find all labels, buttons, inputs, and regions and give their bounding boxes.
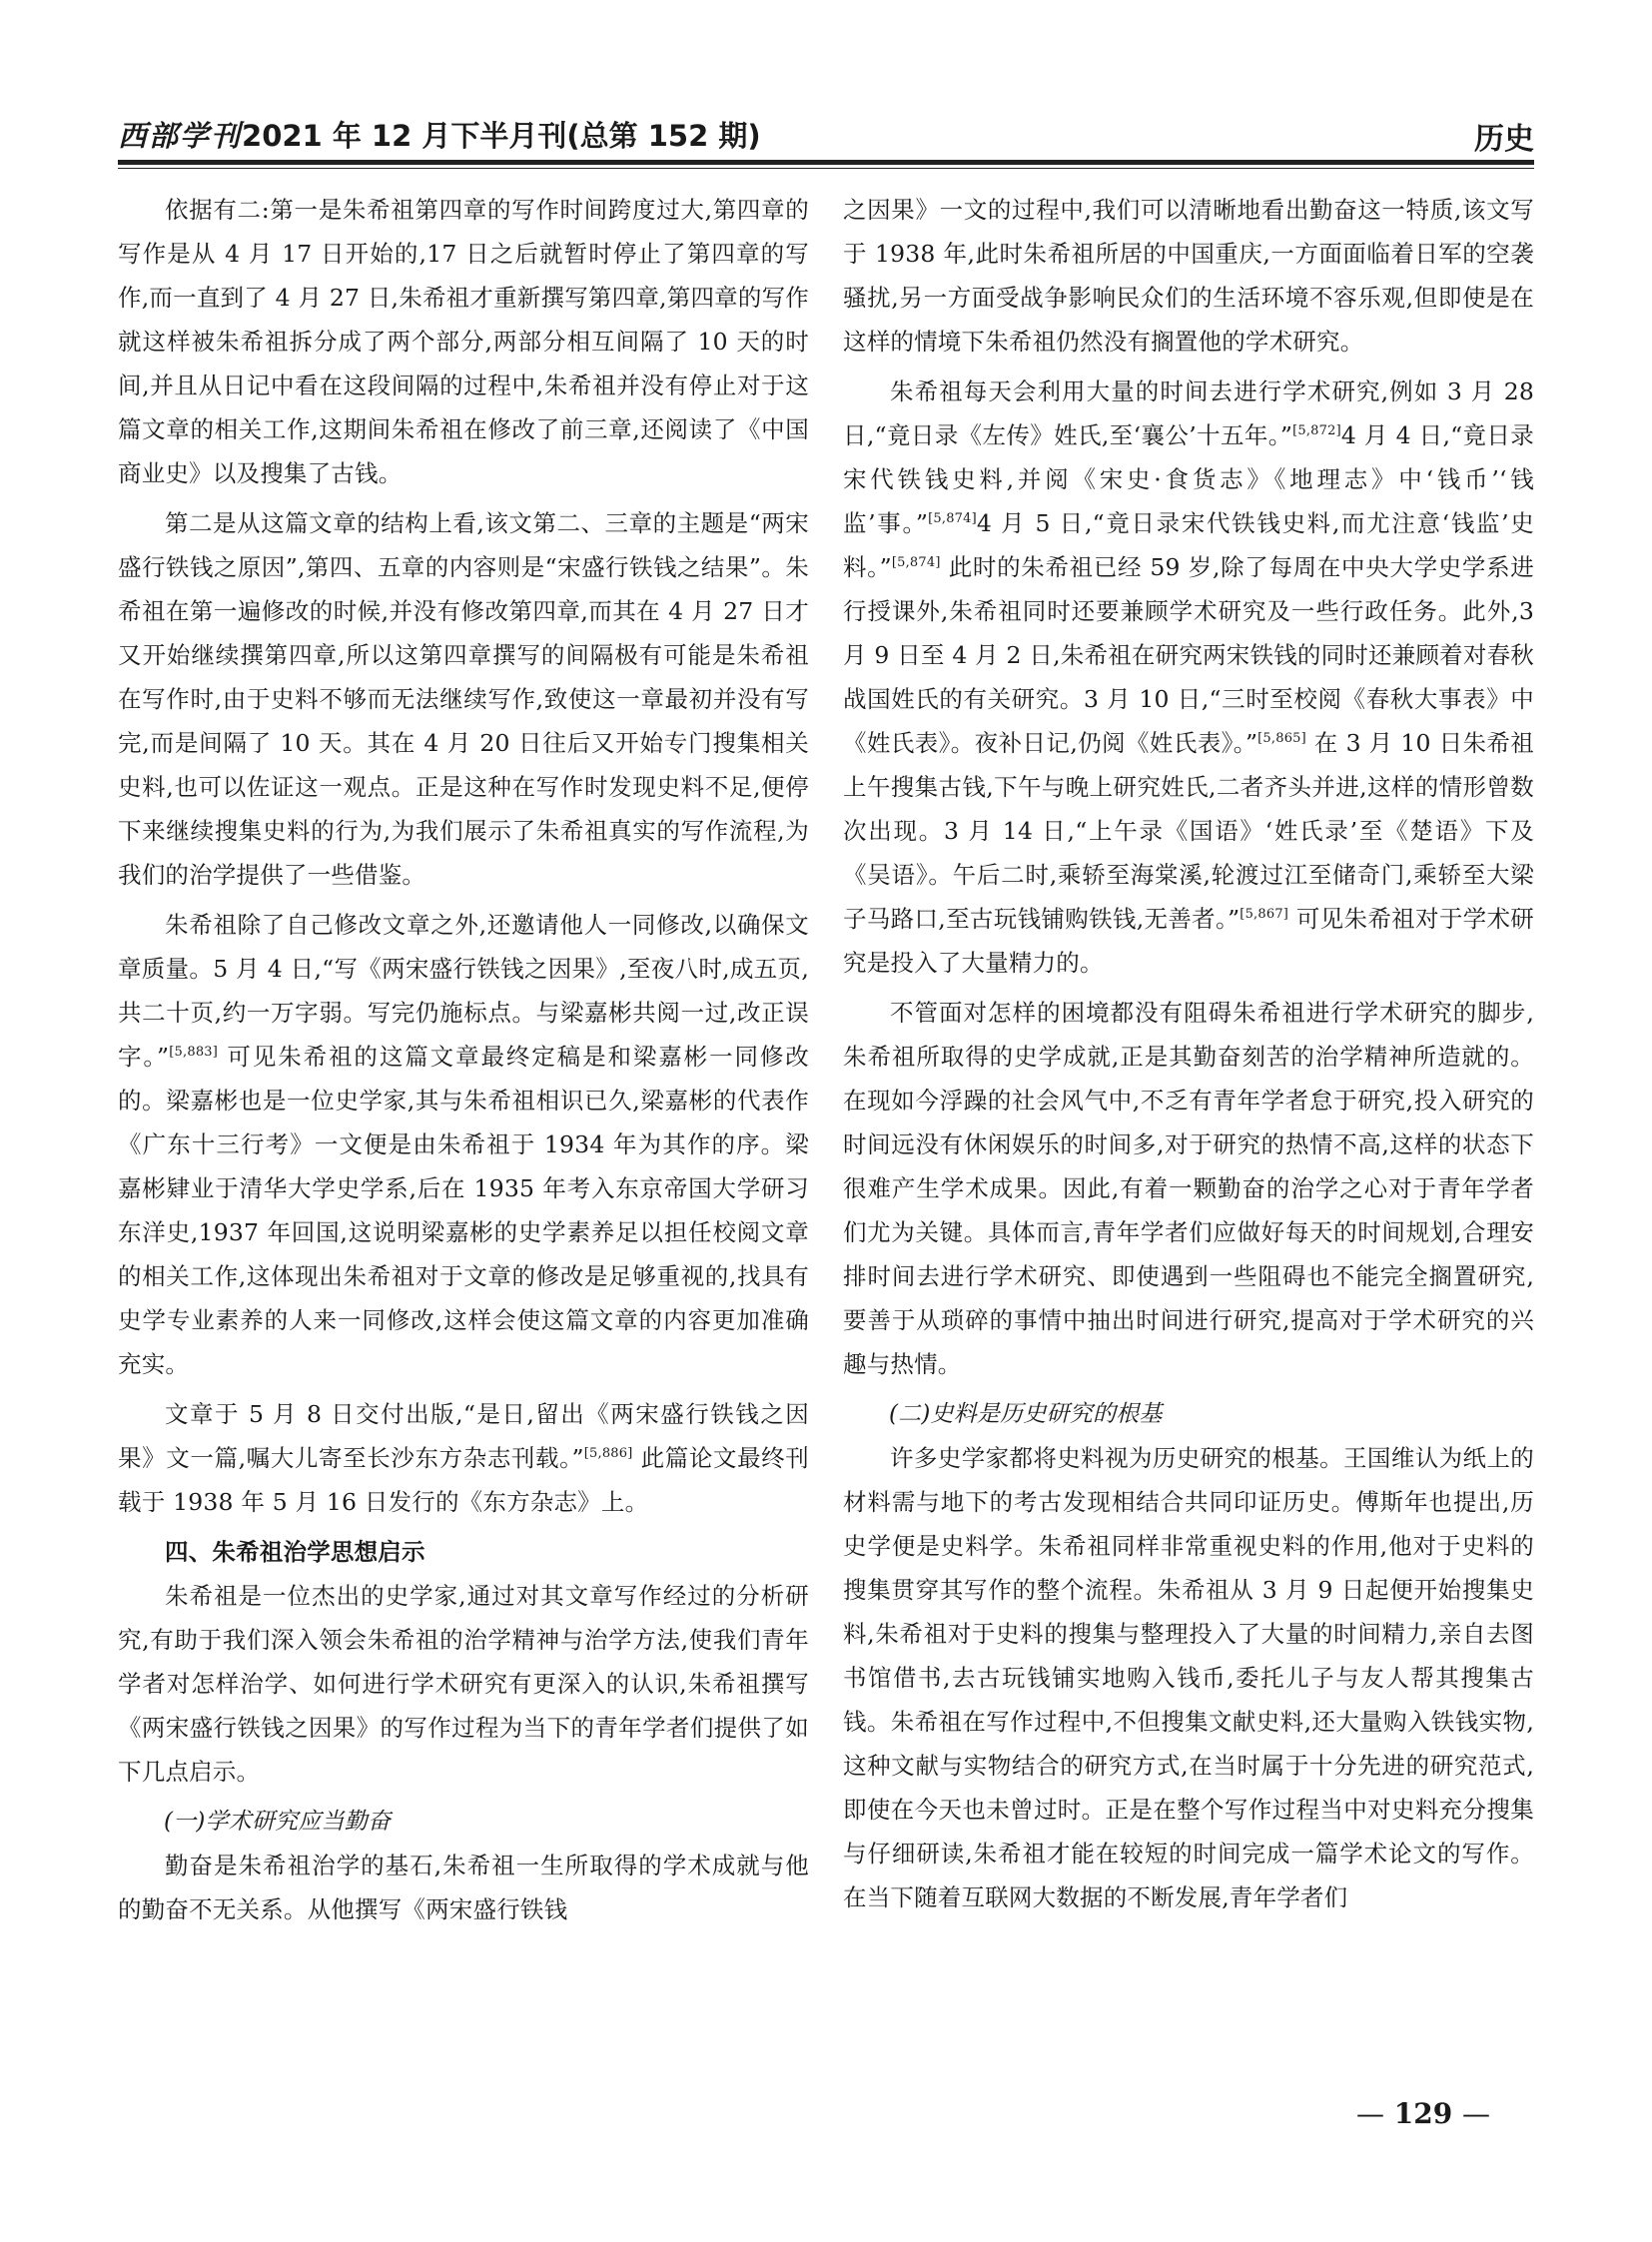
- page-number-footer: [1356, 2097, 1490, 2130]
- paragraph: [118, 903, 809, 1386]
- section-heading: 四、朱希祖治学思想启示: [165, 1538, 425, 1566]
- citation-ref: [5,867]: [1239, 907, 1289, 923]
- paragraph-text: 此篇论文最终刊载于 1938 年 5 月 16 日发行的《东方杂志》上。: [118, 1444, 809, 1516]
- paragraph-text: 可见朱希祖的这篇文章最终定稿是和梁嘉彬一同修改的。梁嘉彬也是一位史学家,其与朱希祖相识已久,梁嘉彬的代表作《广东十三行考》一文便是由朱希祖于 1934 年为其作的序。梁嘉彬肄业于清华大学史学系,后在 1935 年考入东京帝国大学研习东洋史,1937 年回国,这说明梁嘉彬的史学素养足以担任校阅文章的相关工作,这体现出朱希祖对于文章的修改是足够重视的,找具有史学专业素养的人来一同修改,这样会使这篇文章的内容更加准确充实。: [118, 1043, 809, 1378]
- paragraph: 不管面对怎样的困境都没有阻碍朱希祖进行学术研究的脚步,朱希祖所取得的史学成就,正是其勤奋刻苦的治学精神所造就的。在现如今浮躁的社会风气中,不乏有青年学者怠于研究,投入研究的时间远没有休闲娱乐的时间多,对于研究的热情不高,这样的状态下很难产生学术成果。因此,有着一颗勤奋的治学之心对于青年学者们尤为关键。具体而言,青年学者们应做好每天的时间规划,合理安排时间去进行学术研究、即使遇到一些阻碍也不能完全搁置研究,要善于从琐碎的事情中抽出时间进行研究,提高对于学术研究的兴趣与热情。: [843, 999, 1534, 1378]
- citation-ref: [5,874]: [928, 511, 977, 527]
- left-column: [118, 188, 809, 1937]
- running-header: [118, 110, 1534, 160]
- subsection-heading: (一)学术研究应当勤奋: [164, 1809, 392, 1835]
- paragraph-text: 朱希祖除了自己修改文章之外,还邀请他人一同修改,以确保文章质量。5 月 4 日,“写《两宋盛行铁钱之因果》,至夜八时,成五页,共二十页,约一万字弱。写完仍施标点。与梁嘉彬共阅一过,改正误字。”: [118, 911, 809, 1071]
- folio-dash: —: [1356, 2097, 1384, 2130]
- paragraph: 之因果》一文的过程中,我们可以清晰地看出勤奋这一特质,该文写于 1938 年,此时朱希祖所居的中国重庆,一方面面临着日军的空袭骚扰,另一方面受战争影响民众们的生活环境不容乐观,但即使是在这样的情境下朱希祖仍然没有搁置他的学术研究。: [843, 196, 1534, 356]
- paragraph-text: 此时的朱希祖已经 59 岁,除了每周在中央大学史学系进行授课外,朱希祖同时还要兼顾学术研究及一些行政任务。此外,3 月 9 日至 4 月 2 日,朱希祖在研究两宋铁钱的同时还兼顾着对春秋战国姓氏的有关研究。3 月 10 日,“三时至校阅《春秋大事表》中《姓氏表》。夜补日记,仍阅《姓氏表》。”: [843, 553, 1534, 757]
- citation-ref: [5,886]: [583, 1446, 633, 1462]
- subsection-heading: (二)史料是历史研究的根基: [889, 1401, 1163, 1427]
- paragraph: 勤奋是朱希祖治学的基石,朱希祖一生所取得的学术成就与他的勤奋不无关系。从他撰写《两宋盛行铁钱: [118, 1852, 809, 1923]
- paragraph: 依据有二:第一是朱希祖第四章的写作时间跨度过大,第四章的写作是从 4 月 17 日开始的,17 日之后就暂时停止了第四章的写作,而一直到了 4 月 27 日,朱希祖才重新撰写第四章,第四章的写作就这样被朱希祖拆分成了两个部分,两部分相互间隔了 10 天的时间,并且从日记中看在这段间隔的过程中,朱希祖并没有停止对于这篇文章的相关工作,这期间朱希祖在修改了前三章,还阅读了《中国商业史》以及搜集了古钱。: [118, 196, 809, 487]
- paragraph: [118, 1392, 809, 1524]
- header-rule-thin: [118, 168, 1534, 169]
- paragraph: 朱希祖是一位杰出的史学家,通过对其文章写作经过的分析研究,有助于我们深入领会朱希祖的治学精神与治学方法,使我们青年学者对怎样治学、如何进行学术研究有更深入的认识,朱希祖撰写《两宋盛行铁钱之因果》的写作过程为当下的青年学者们提供了如下几点启示。: [118, 1582, 809, 1786]
- citation-ref: [5,883]: [169, 1045, 219, 1061]
- paragraph: 第二是从这篇文章的结构上看,该文第二、三章的主题是“两宋盛行铁钱之原因”,第四、五章的内容则是“宋盛行铁钱之结果”。朱希祖在第一遍修改的时候,并没有修改第四章,而其在 4 月 27 日才又开始继续撰第四章,所以这第四章撰写的间隔极有可能是朱希祖在写作时,由于史料不够而无法继续写作,致使这一章最初并没有写完,而是间隔了 10 天。其在 4 月 20 日往后又开始专门搜集相关史料,也可以佐证这一观点。正是这种在写作时发现史料不足,便停下来继续搜集史料的行为,为我们展示了朱希祖真实的写作流程,为我们的治学提供了一些借鉴。: [118, 509, 809, 889]
- paragraph-text: 朱希祖每天会利用大量的时间去进行学术研究,例如 3 月 28 日,“竟日录《左传》姓氏,至‘襄公’十五年。”: [843, 377, 1534, 449]
- right-column: [843, 188, 1534, 1925]
- page-number: 129: [1393, 2097, 1453, 2130]
- paragraph: 许多史学家都将史料视为历史研究的根基。王国维认为纸上的材料需与地下的考古发现相结合共同印证历史。傅斯年也提出,历史学便是史料学。朱希祖同样非常重视史料的作用,他对于史料的搜集贯穿其写作的整个流程。朱希祖从 3 月 9 日起便开始搜集史料,朱希祖对于史料的搜集与整理投入了大量的时间精力,亲自去图书馆借书,去古玩钱铺实地购入钱币,委托儿子与友人帮其搜集古钱。朱希祖在写作过程中,不但搜集文献史料,还大量购入铁钱实物,这种文献与实物结合的研究方式,在当时属于十分先进的研究范式,即使在今天也未曾过时。正是在整个写作过程当中对史料充分搜集与仔细研读,朱希祖才能在较短的时间完成一篇学术论文的写作。在当下随着互联网大数据的不断发展,青年学者们: [843, 1444, 1534, 1911]
- paragraph-text: 可见朱希祖对于学术研究是投入了大量精力的。: [843, 905, 1534, 977]
- paragraph-text: 文章于 5 月 8 日交付出版,“是日,留出《两宋盛行铁钱之因果》文一篇,嘱大儿寄至长沙东方杂志刊载。”: [118, 1400, 809, 1472]
- folio-dash: —: [1461, 2097, 1490, 2130]
- journal-title: [118, 114, 761, 155]
- citation-ref: [5,865]: [1257, 731, 1306, 747]
- section-label: 历史: [1474, 122, 1534, 157]
- journal-issue: 2021 年 12 月下半月刊(总第 152 期): [242, 119, 761, 153]
- paragraph-text: 4 月 5 日,“竟日录宋代铁钱史料,而尤注意‘钱监’史料。”: [843, 509, 1535, 581]
- citation-ref: [5,872]: [1292, 423, 1341, 439]
- journal-logo: 西部学刊: [118, 119, 243, 153]
- paragraph: [843, 370, 1534, 985]
- header-rule: [118, 160, 1534, 165]
- paragraph-text: 4 月 4 日,“竟日录宋代铁钱史料,并阅《宋史·食货志》《地理志》中‘钱币’‘钱监’事。”: [843, 421, 1534, 537]
- paragraph-text: 在 3 月 10 日朱希祖上午搜集古钱,下午与晚上研究姓氏,二者齐头并进,这样的情形曾数次出现。3 月 14 日,“上午录《国语》‘姓氏录’至《楚语》下及《吴语》。午后二时,乘轿至海棠溪,轮渡过江至储奇门,乘轿至大梁子马路口,至古玩钱铺购铁钱,无善者。”: [843, 729, 1534, 933]
- citation-ref: [5,874]: [891, 555, 941, 571]
